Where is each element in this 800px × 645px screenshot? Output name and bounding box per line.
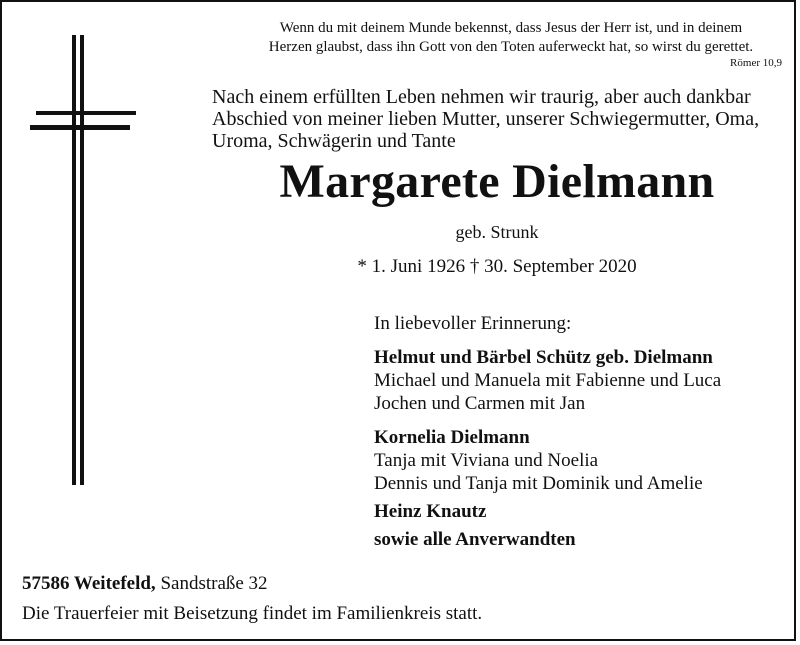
mourner-group-2-line-2: Dennis und Tanja mit Dominik und Amelie [374,473,703,494]
mourner-group-1-line-2: Jochen und Carmen mit Jan [374,393,586,414]
birth-name: geb. Strunk [455,222,539,242]
address-city: 57586 Weitefeld, [22,573,156,594]
mourners-closing: sowie alle Anverwandten [374,529,576,550]
mourner-group-3-head: Heinz Knautz [374,501,487,522]
cross-icon [30,35,140,485]
verse-reference: Römer 10,9 [730,57,782,69]
intro-line-2: Abschied von meiner lieben Mutter, unserer Schwiegermutter, Oma, [212,108,760,130]
mourners-list [374,312,794,551]
life-dates: * 1. Juni 1926 † 30. September 2020 [357,256,637,277]
intro-text [212,86,782,152]
ceremony-note: Die Trauerfeier mit Beisetzung findet im Familienkreis statt. [22,603,483,624]
intro-line-3: Uroma, Schwägerin und Tante [212,130,456,152]
verse-line-2: Herzen glaubst, dass ihn Gott von den Toten auferweckt hat, so wirst du gerettet. [268,39,754,55]
mourner-group-2-head: Kornelia Dielmann [374,427,530,448]
mourner-group-2-line-1: Tanja mit Viviana und Noelia [374,450,599,471]
mourner-group-1-head: Helmut und Bärbel Schütz geb. Dielmann [374,347,713,368]
mourner-group-1-line-1: Michael und Manuela mit Fabienne und Luca [374,370,722,391]
intro-line-1: Nach einem erfüllten Leben nehmen wir traurig, aber auch dankbar [212,86,751,108]
address [22,572,268,596]
deceased-name: Margarete Dielmann [279,155,715,208]
verse-line-1: Wenn du mit deinem Munde bekennst, dass Jesus der Herr ist, und in deinem [279,20,743,36]
bible-verse [240,19,782,70]
mourners-heading: In liebevoller Erinnerung: [374,313,572,334]
address-street: Sandstraße 32 [160,573,268,594]
